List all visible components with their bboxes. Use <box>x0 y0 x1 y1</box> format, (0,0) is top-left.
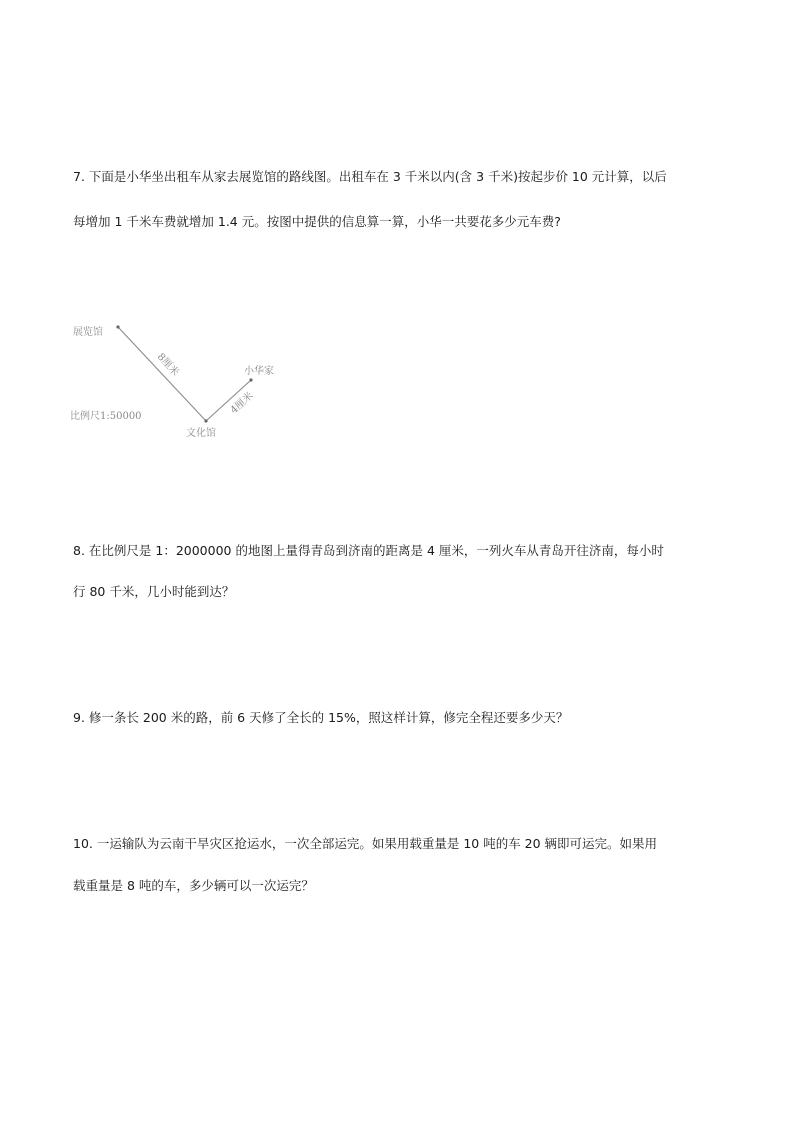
route-map-diagram <box>68 315 298 445</box>
culture-hall-label: 文化馆 <box>186 428 216 439</box>
question-10-line-1: 10. 一运输队为云南干旱灾区抢运水，一次全部运完。如果用载重量是 10 吨的车 20 辆即可运完。如果用 <box>73 836 658 851</box>
question-10-line-2: 载重量是 8 吨的车，多少辆可以一次运完？ <box>73 878 314 893</box>
culture-hall-point <box>204 419 207 422</box>
map-scale-label: 比例尺1:50000 <box>70 411 142 422</box>
exhibition-hall-point <box>116 325 119 328</box>
question-9-line-1: 9. 修一条长 200 米的路，前 6 天修了全长的 15%，照这样计算，修完全程还要多少天？ <box>73 710 569 725</box>
question-8-line-2: 行 80 千米，几小时能到达？ <box>73 584 235 599</box>
segment-1-length-label: 8厘米 <box>154 351 181 379</box>
question-7-line-1: 7. 下面是小华坐出租车从家去展览馆的路线图。出租车在 3 千米以内(含 3 千米)按起步价 10 元计算，以后 <box>73 169 667 184</box>
question-8-line-1: 8. 在比例尺是 1：2000000 的地图上量得青岛到济南的距离是 4 厘米，一列火车从青岛开往济南，每小时 <box>73 543 664 558</box>
home-label: 小华家 <box>244 366 274 377</box>
route-segment-exhibition-to-culture <box>118 327 206 421</box>
question-7-line-2: 每增加 1 千米车费就增加 1.4 元。按图中提供的信息算一算，小华一共要花多少元车费? <box>73 214 561 229</box>
exhibition-hall-label: 展览馆 <box>73 327 103 338</box>
home-point <box>249 378 252 381</box>
segment-2-length-label: 4厘米 <box>228 390 256 417</box>
